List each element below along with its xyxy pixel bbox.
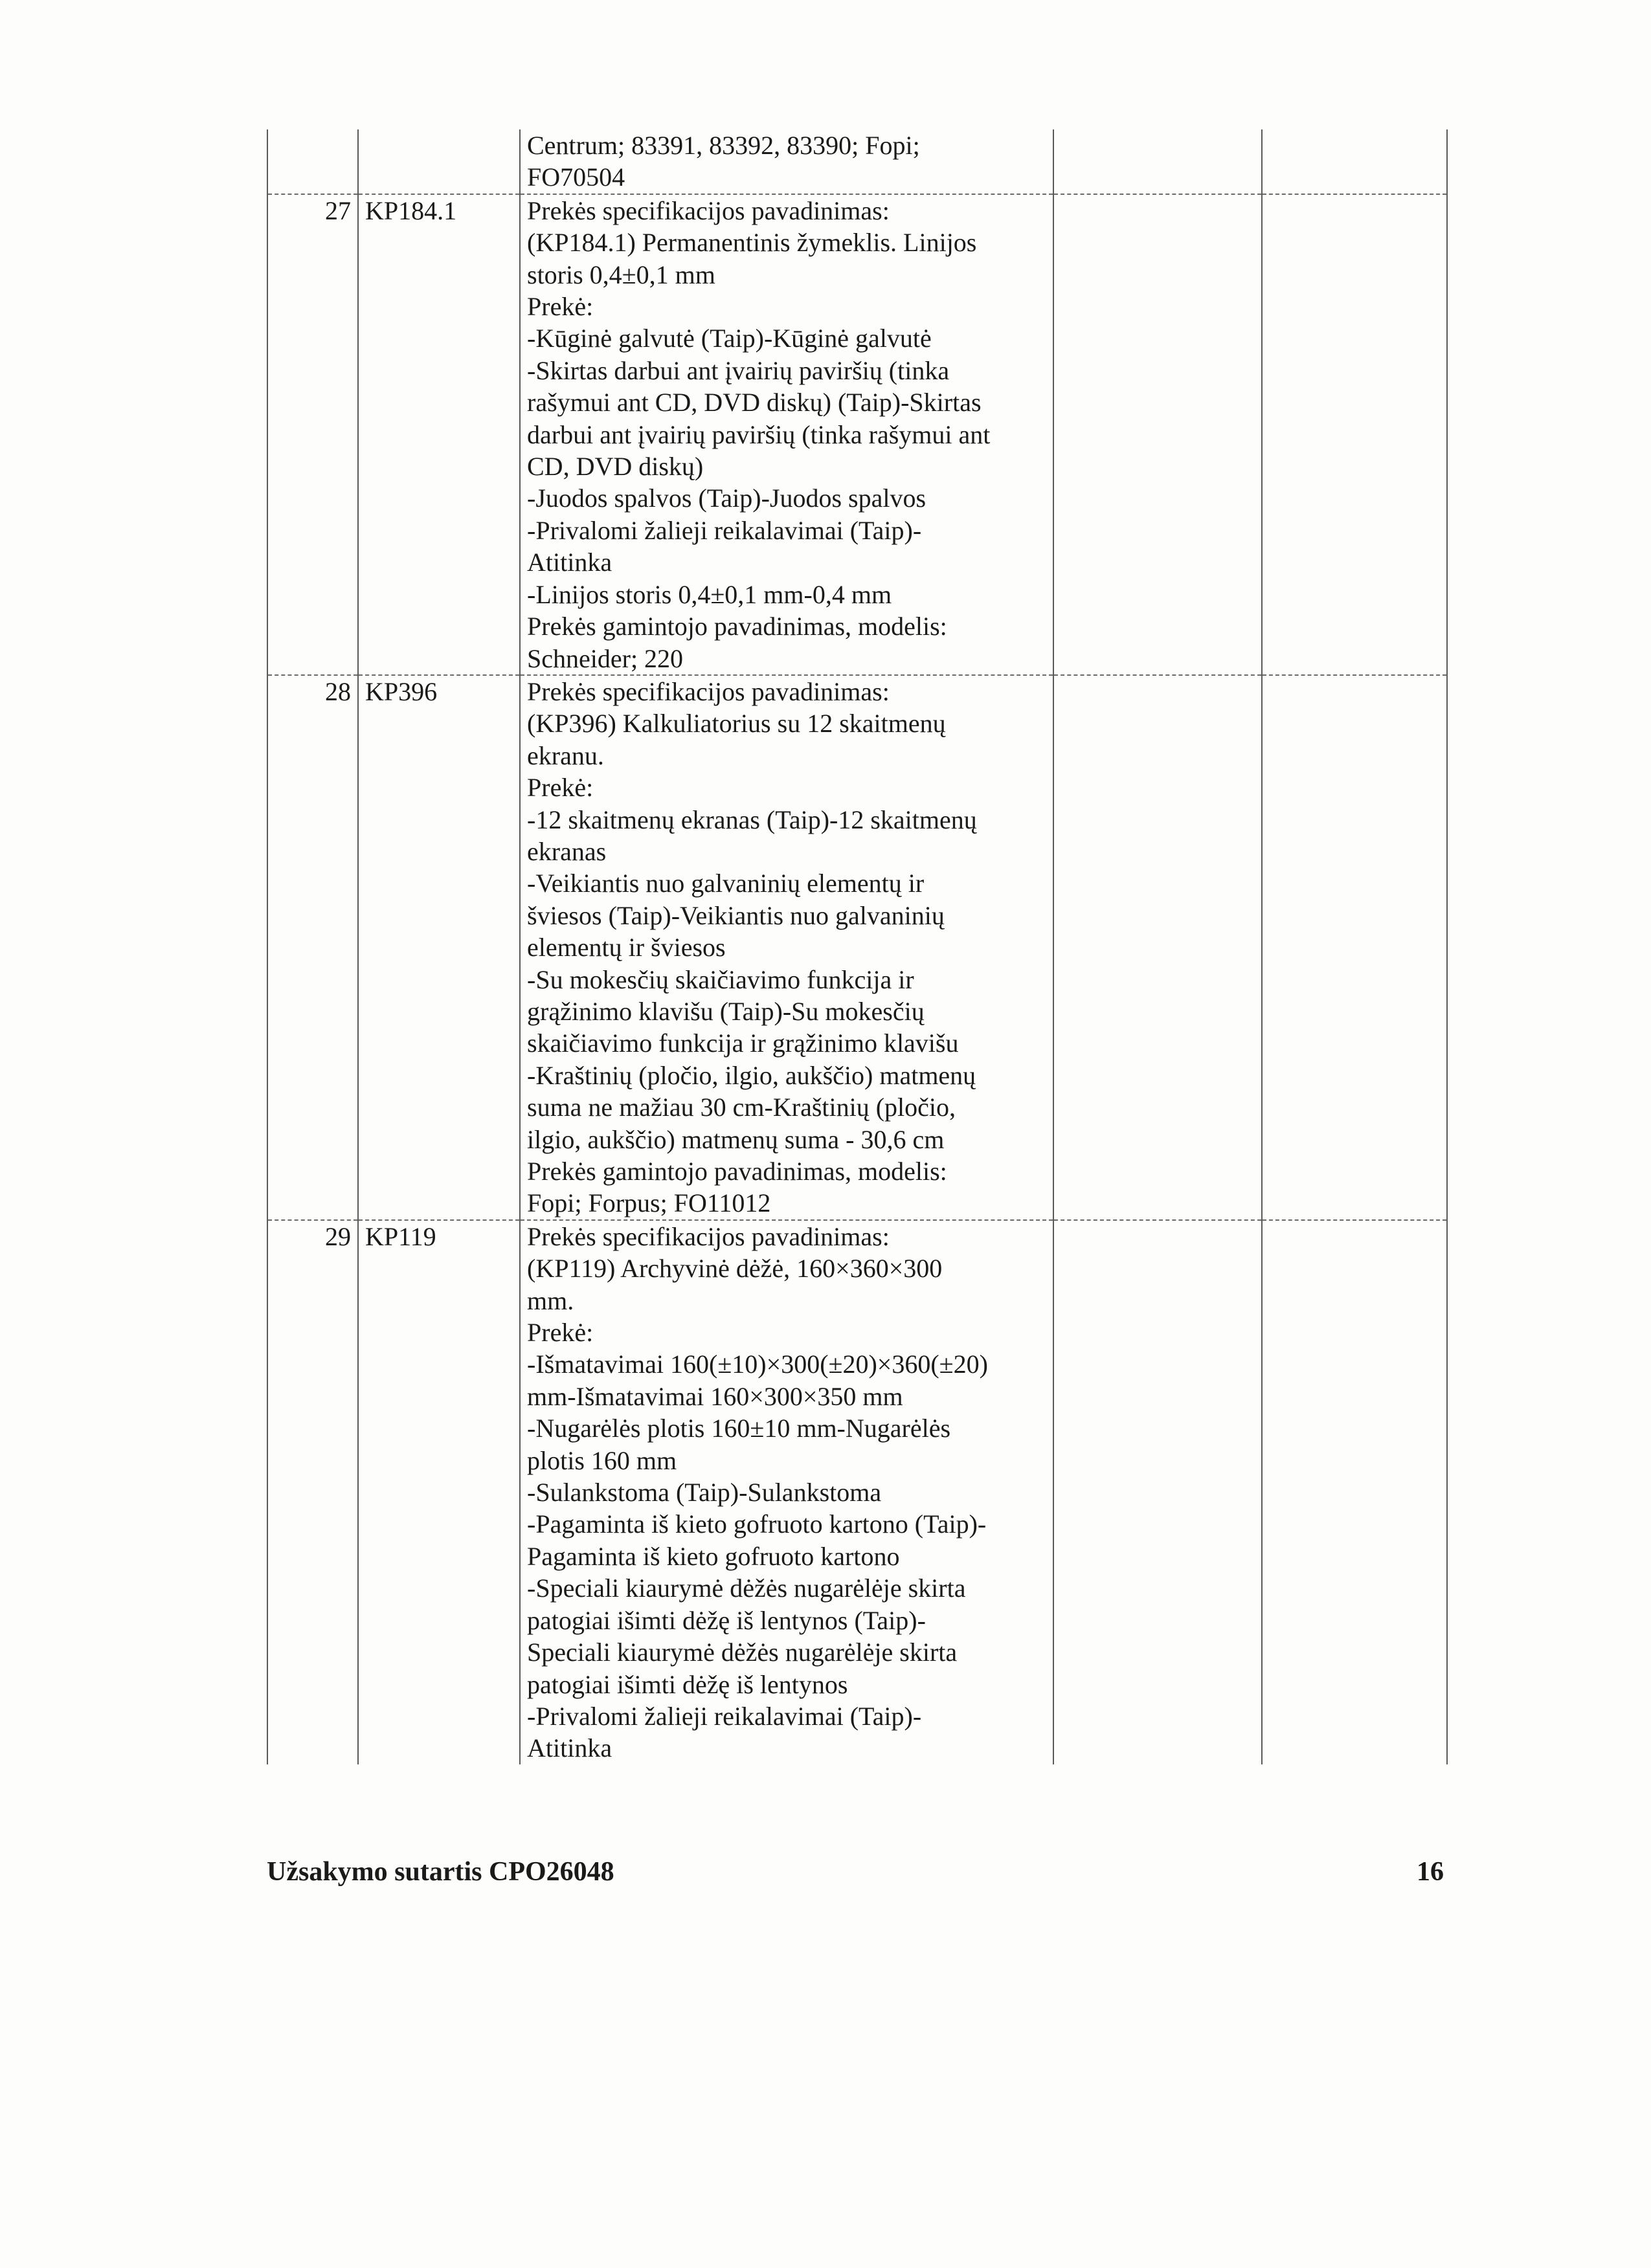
item-code-cell: KP396 bbox=[358, 675, 520, 1220]
description-line: (KP184.1) Permanentinis žymeklis. Linijos bbox=[527, 228, 977, 258]
description-line: Atitinka bbox=[527, 548, 612, 577]
description-line: rašymui ant CD, DVD diskų) (Taip)-Skirtas bbox=[527, 388, 982, 417]
description-line: skaičiavimo funkcija ir grąžinimo klavišu bbox=[527, 1028, 959, 1058]
description-line: Prekės specifikacijos pavadinimas: bbox=[527, 195, 890, 225]
table-row bbox=[267, 675, 1447, 1220]
item-description-cell bbox=[520, 675, 1053, 1220]
description-line: patogiai išimti dėžę iš lentynos bbox=[527, 1669, 848, 1699]
description-line: grąžinimo klavišu (Taip)-Su mokesčių bbox=[527, 996, 925, 1026]
description-line: Prekės gamintojo pavadinimas, modelis: bbox=[527, 1157, 947, 1186]
description-line: CD, DVD diskų) bbox=[527, 452, 704, 482]
description-line: plotis 160 mm bbox=[527, 1445, 677, 1475]
description-line: FO70504 bbox=[527, 162, 625, 192]
description-line: -Kūginė galvutė (Taip)-Kūginė galvutė bbox=[527, 324, 932, 353]
description-line: ekranu. bbox=[527, 740, 604, 770]
description-line: -Kraštinių (pločio, ilgio, aukščio) matmenų bbox=[527, 1060, 976, 1090]
description-line: Prekės specifikacijos pavadinimas: bbox=[527, 676, 890, 706]
item-code-cell: KP119 bbox=[358, 1220, 520, 1764]
description-line: mm. bbox=[527, 1285, 574, 1315]
description-line: -Speciali kiaurymė dėžės nugarėlėje skirta bbox=[527, 1573, 966, 1603]
specification-table-body bbox=[267, 129, 1447, 1764]
empty-cell bbox=[1053, 194, 1262, 675]
description-line: mm-Išmatavimai 160×300×350 mm bbox=[527, 1381, 903, 1411]
description-line: darbui ant įvairių paviršių (tinka rašymui ant bbox=[527, 419, 991, 449]
footer-page-number: 16 bbox=[1417, 1857, 1444, 1887]
empty-cell bbox=[1262, 675, 1447, 1220]
description-line: ilgio, aukščio) matmenų suma - 30,6 cm bbox=[527, 1124, 945, 1154]
description-line: Prekė: bbox=[527, 1318, 594, 1348]
table-row bbox=[267, 1220, 1447, 1764]
description-line: -Skirtas darbui ant įvairių paviršių (tinka bbox=[527, 355, 950, 385]
empty-cell bbox=[1053, 1220, 1262, 1764]
description-line: Fopi; Forpus; FO11012 bbox=[527, 1188, 771, 1218]
description-line: Prekė: bbox=[527, 292, 594, 322]
item-description-cell bbox=[520, 1220, 1053, 1764]
description-line: (KP396) Kalkuliatorius su 12 skaitmenų bbox=[527, 709, 946, 739]
description-line: -Nugarėlės plotis 160±10 mm-Nugarėlės bbox=[527, 1414, 951, 1443]
table-row bbox=[267, 194, 1447, 675]
description-line: Prekė: bbox=[527, 773, 594, 803]
page-footer bbox=[267, 1856, 1444, 1895]
row-number-cell: 28 bbox=[267, 675, 358, 1220]
description-line: -Veikiantis nuo galvaninių elementų ir bbox=[527, 869, 925, 898]
description-line: storis 0,4±0,1 mm bbox=[527, 260, 715, 289]
row-number-cell: 27 bbox=[267, 194, 358, 675]
empty-cell bbox=[1053, 675, 1262, 1220]
description-line: Centrum; 83391, 83392, 83390; Fopi; bbox=[527, 131, 920, 160]
description-line: -Linijos storis 0,4±0,1 mm-0,4 mm bbox=[527, 579, 892, 609]
row-number-cell: 29 bbox=[267, 1220, 358, 1764]
item-code-cell: KP184.1 bbox=[358, 194, 520, 675]
empty-cell bbox=[1053, 129, 1262, 194]
item-description-cell bbox=[520, 194, 1053, 675]
description-line: Speciali kiaurymė dėžės nugarėlėje skirta bbox=[527, 1638, 958, 1667]
specification-table bbox=[267, 129, 1448, 1764]
description-line: -Juodos spalvos (Taip)-Juodos spalvos bbox=[527, 484, 927, 513]
description-line: -Privalomi žalieji reikalavimai (Taip)- bbox=[527, 1701, 922, 1731]
description-line: šviesos (Taip)-Veikiantis nuo galvaninių bbox=[527, 900, 945, 930]
empty-cell bbox=[1262, 1220, 1447, 1764]
description-line: Atitinka bbox=[527, 1733, 612, 1763]
description-line: -12 skaitmenų ekranas (Taip)-12 skaitmenų bbox=[527, 805, 977, 834]
description-line: -Su mokesčių skaičiavimo funkcija ir bbox=[527, 964, 914, 994]
description-line: Schneider; 220 bbox=[527, 643, 684, 673]
empty-cell bbox=[1262, 129, 1447, 194]
row-number-cell bbox=[267, 129, 358, 194]
description-line: (KP119) Archyvinė dėžė, 160×360×300 bbox=[527, 1254, 943, 1284]
description-line: suma ne mažiau 30 cm-Kraštinių (pločio, bbox=[527, 1093, 956, 1122]
description-line: -Pagaminta iš kieto gofruoto kartono (Taip)- bbox=[527, 1509, 987, 1539]
description-line: -Sulankstoma (Taip)-Sulankstoma bbox=[527, 1478, 882, 1507]
description-line: Pagaminta iš kieto gofruoto kartono bbox=[527, 1541, 900, 1571]
description-line: patogiai išimti dėžę iš lentynos (Taip)- bbox=[527, 1605, 926, 1635]
table-row bbox=[267, 129, 1447, 194]
description-line: ekranas bbox=[527, 836, 607, 866]
item-description-cell bbox=[520, 129, 1053, 194]
footer-document-title: Užsakymo sutartis CPO26048 bbox=[267, 1857, 614, 1887]
description-line: -Išmatavimai 160(±10)×300(±20)×360(±20) bbox=[527, 1350, 988, 1379]
description-line: elementų ir šviesos bbox=[527, 933, 726, 962]
empty-cell bbox=[1262, 194, 1447, 675]
item-code-cell bbox=[358, 129, 520, 194]
description-line: -Privalomi žalieji reikalavimai (Taip)- bbox=[527, 515, 922, 545]
description-line: Prekės specifikacijos pavadinimas: bbox=[527, 1221, 890, 1251]
description-line: Prekės gamintojo pavadinimas, modelis: bbox=[527, 612, 947, 641]
